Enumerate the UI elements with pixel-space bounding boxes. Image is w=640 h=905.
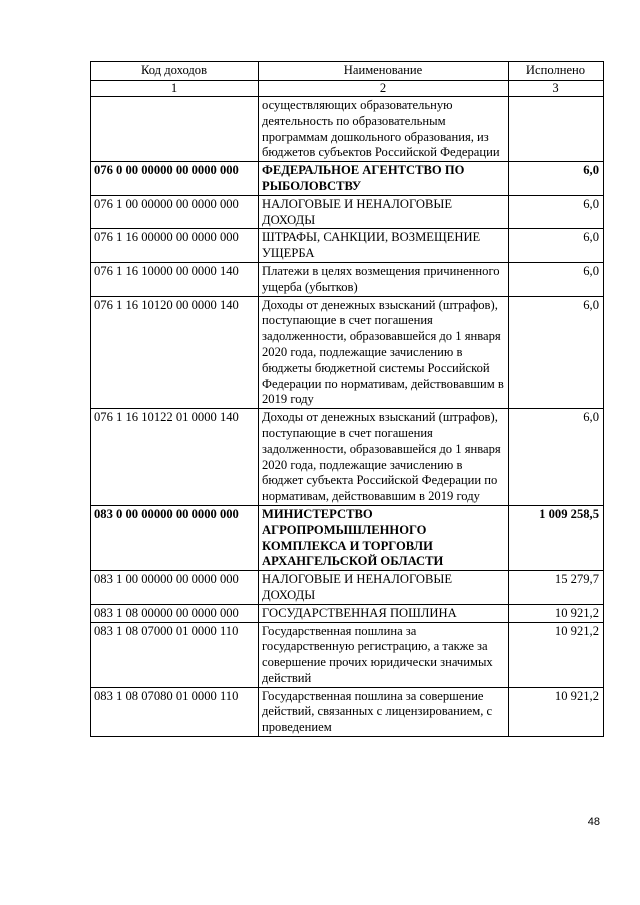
row-amount: 10 921,2 [509,687,604,736]
table-row [91,604,604,622]
row-name: Государственная пошлина за совершение действий, связанных с лицензированием, с проведением [259,687,509,736]
row-code: 076 1 16 00000 00 0000 000 [91,229,259,263]
row-name: ШТРАФЫ, САНКЦИИ, ВОЗМЕЩЕНИЕ УЩЕРБА [259,229,509,263]
row-name: МИНИСТЕРСТВО АГРОПРОМЫШЛЕННОГО КОМПЛЕКСА И ТОРГОВЛИ АРХАНГЕЛЬСКОЙ ОБЛАСТИ [259,505,509,570]
header-amount: Исполнено [509,62,604,81]
row-code: 083 1 08 07000 01 0000 110 [91,622,259,687]
header-code: Код доходов [91,62,259,81]
header-row [91,62,604,81]
header-name: Наименование [259,62,509,81]
row-code: 076 1 16 10120 00 0000 140 [91,296,259,409]
row-code: 076 1 16 10122 01 0000 140 [91,409,259,506]
row-code: 083 0 00 00000 00 0000 000 [91,505,259,570]
page-number: 48 [587,816,600,828]
table-row [91,687,604,736]
row-amount: 15 279,7 [509,571,604,605]
column-number-row [91,81,604,97]
row-code: 076 0 00 00000 00 0000 000 [91,162,259,196]
row-amount: 10 921,2 [509,604,604,622]
row-name: НАЛОГОВЫЕ И НЕНАЛОГОВЫЕ ДОХОДЫ [259,195,509,229]
row-name: НАЛОГОВЫЕ И НЕНАЛОГОВЫЕ ДОХОДЫ [259,571,509,605]
row-code [91,97,259,162]
table-row [91,195,604,229]
row-amount: 6,0 [509,162,604,196]
row-name: Платежи в целях возмещения причиненного ущерба (убытков) [259,262,509,296]
row-amount [509,97,604,162]
row-amount: 1 009 258,5 [509,505,604,570]
row-amount: 6,0 [509,296,604,409]
row-code: 083 1 08 00000 00 0000 000 [91,604,259,622]
row-amount: 6,0 [509,409,604,506]
row-code: 076 1 16 10000 00 0000 140 [91,262,259,296]
row-code: 076 1 00 00000 00 0000 000 [91,195,259,229]
row-amount: 6,0 [509,195,604,229]
table-row [91,571,604,605]
table-row [91,97,604,162]
column-number-2: 2 [259,81,509,97]
row-code: 083 1 00 00000 00 0000 000 [91,571,259,605]
row-name: ГОСУДАРСТВЕННАЯ ПОШЛИНА [259,604,509,622]
table-row [91,505,604,570]
row-code: 083 1 08 07080 01 0000 110 [91,687,259,736]
row-amount: 6,0 [509,262,604,296]
table-row [91,296,604,409]
table-row [91,262,604,296]
table-row [91,409,604,506]
row-name: осуществляющих образовательную деятельность по образовательным программам дошкольного образования, из бюджетов субъектов Российской Федерации [259,97,509,162]
row-name: Государственная пошлина за государственную регистрацию, а также за совершение прочих юридически значимых действий [259,622,509,687]
row-amount: 10 921,2 [509,622,604,687]
column-number-1: 1 [91,81,259,97]
row-name: ФЕДЕРАЛЬНОЕ АГЕНТСТВО ПО РЫБОЛОВСТВУ [259,162,509,196]
column-number-3: 3 [509,81,604,97]
table-row [91,229,604,263]
revenue-table [90,61,604,737]
row-amount: 6,0 [509,229,604,263]
table-row [91,622,604,687]
table-header [91,62,604,97]
table-body [91,97,604,737]
table-row [91,162,604,196]
row-name: Доходы от денежных взысканий (штрафов), поступающие в счет погашения задолженности, образовавшейся до 1 января 2020 года, подлежащие зачислению в бюджеты бюджетной системы Российской Федерации по нормативам, действовавшим в 2019 году [259,296,509,409]
row-name: Доходы от денежных взысканий (штрафов), поступающие в счет погашения задолженности, образовавшейся до 1 января 2020 года, подлежащие зачислению в бюджет субъекта Российской Федерации по нормативам, действовавшим в 2019 году [259,409,509,506]
